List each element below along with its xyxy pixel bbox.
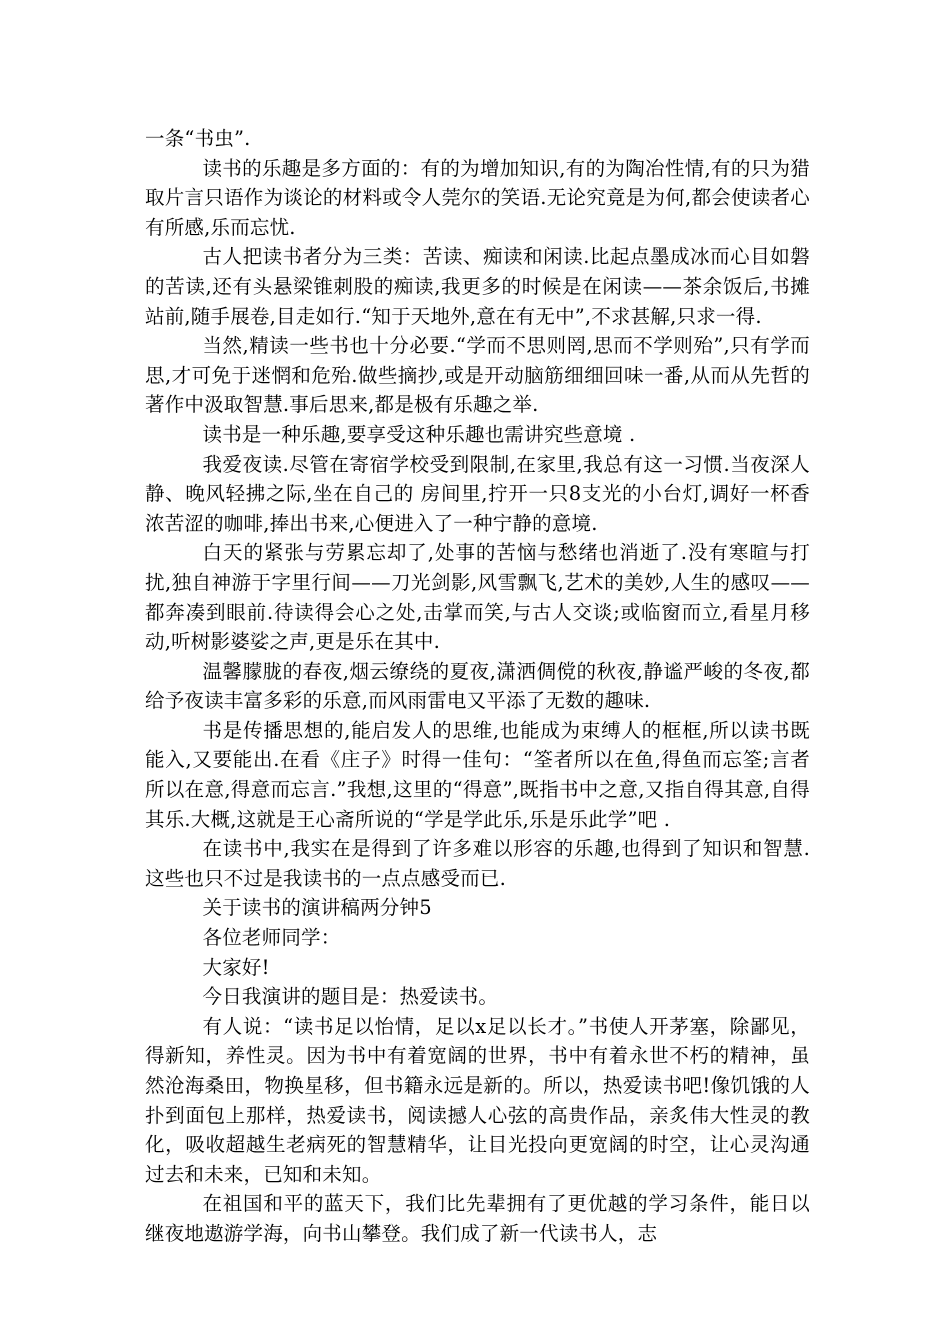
paragraph-daytime-worries: 白天的紧张与劳累忘却了,处事的苦恼与愁绪也消逝了.没有寒暄与打扰,独自神游于字里行间——刀光剑影,风雪飘飞,艺术的美妙,人生的感叹——都奔凑到眼前.待读得会心之处,击掌而笑,与古人交谈;或临窗而立,看星月移动,听树影婆娑之声,更是乐在其中. bbox=[145, 541, 810, 654]
paragraph-intensive-reading: 当然,精读一些书也十分必要.“学而不思则罔,思而不学则殆”,只有学而思,才可免于迷惘和危殆.做些摘抄,或是开动脑筋细细回味一番,从而从先哲的著作中汲取智慧.事后思来,都是极有乐趣之举. bbox=[145, 334, 810, 417]
document-body bbox=[145, 124, 810, 1249]
speech-greeting: 大家好! bbox=[202, 955, 270, 979]
paragraph-love-reading: 有人说：“读书足以怡情，足以x足以长才。”书使人开茅塞，除鄙见，得新知，养性灵。因为书中有着宽阔的世界，书中有着永世不朽的精神，虽然沧海桑田，物换星移，但书籍永远是新的。所以，热爱读书吧!像饥饿的人扑到面包上那样，热爱读书，阅读撼人心弦的高贵作品，亲炙伟大性灵的教化，吸收超越生老病死的智慧精华，让目光投向更宽阔的时空，让心灵沟通过去和未来，已知和未知。 bbox=[145, 1014, 810, 1186]
speech-heading: 关于读书的演讲稿两分钟5 bbox=[202, 896, 432, 920]
paragraph-joy-of-reading: 读书的乐趣是多方面的：有的为增加知识,有的为陶冶性情,有的只为猎取片言只语作为谈论的材料或令人莞尔的笑语.无论究竟是为何,都会使读者心有所感,乐而忘忧. bbox=[145, 156, 810, 239]
speech-salutation: 各位老师同学： bbox=[202, 926, 341, 950]
speech-topic: 今日我演讲的题目是：热爱读书。 bbox=[202, 985, 499, 1009]
paragraph-reading-mood: 读书是一种乐趣,要享受这种乐趣也需讲究些意境 . bbox=[202, 422, 636, 446]
paragraph-new-generation: 在祖国和平的蓝天下，我们比先辈拥有了更优越的学习条件，能日以继夜地遨游学海，向书山攀登。我们成了新一代读书人，志 bbox=[145, 1192, 810, 1245]
paragraph-three-kinds-of-reading: 古人把读书者分为三类：苦读、痴读和闲读.比起点墨成冰而心目如磐的苦读,还有头悬梁锥刺股的痴读,我更多的时候是在闲读——茶余饭后,书摊站前,随手展卷,目走如行.“知于天地外,意在有无中”,不求甚解,只求一得. bbox=[145, 245, 810, 328]
paragraph-zhuangzi-quote: 书是传播思想的,能启发人的思维,也能成为束缚人的框框,所以读书既能入,又要能出.在看《庄子》时得一佳句：“筌者所以在鱼,得鱼而忘筌;言者所以在意,得意而忘言.”我想,这里的“得意”,既指书中之意,又指自得其意,自得其乐.大概,这就是王心斋所说的“学是学此乐,乐是乐此学”吧 . bbox=[145, 718, 810, 831]
paragraph-conclusion: 在读书中,我实在是得到了许多难以形容的乐趣,也得到了知识和智慧.这些也只不过是我读书的一点点感受而已. bbox=[145, 837, 810, 890]
paragraph-bookworm-ending: 一条“书虫”. bbox=[145, 127, 251, 150]
paragraph-four-seasons: 温馨朦胧的春夜,烟云缭绕的夏夜,潇洒倜傥的秋夜,静谧严峻的冬夜,都给予夜读丰富多彩的乐意,而风雨雷电又平添了无数的趣味. bbox=[145, 659, 810, 713]
paragraph-night-reading: 我爱夜读.尽管在寄宿学校受到限制,在家里,我总有这一习惯.当夜深人静、晚风轻拂之际,坐在自己的 房间里,拧开一只8支光的小台灯,调好一杯香浓苦涩的咖啡,捧出书来,心便进入了一种宁静的意境. bbox=[145, 452, 810, 535]
